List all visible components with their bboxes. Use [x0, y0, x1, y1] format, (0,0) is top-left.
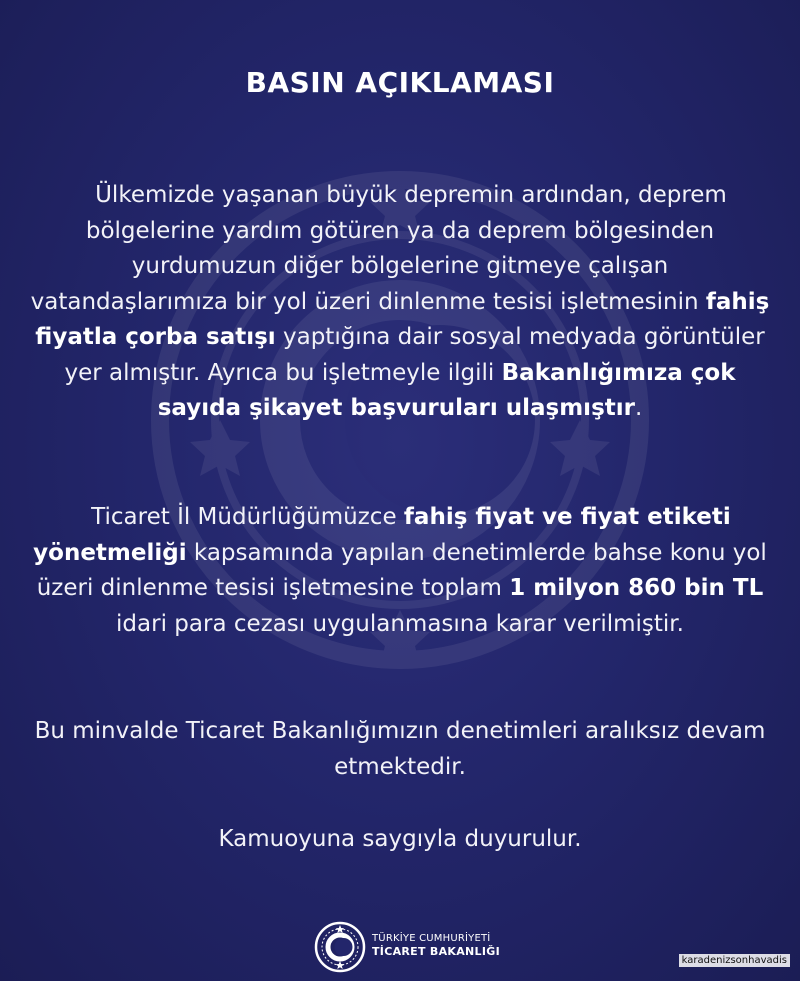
paragraph-2: [30, 500, 770, 642]
paragraph-2-text-e: idari para cezası uygulanmasına karar verilmiştir.: [116, 610, 684, 637]
paragraph-3: Bu minvalde Ticaret Bakanlığımızın denetimleri aralıksız devam etmektedir.: [34, 718, 766, 780]
paragraph-1-bold-d: Bakanlığımıza çok sayıda şikayet başvuruları ulaşmıştır: [157, 359, 736, 421]
page-title: BASIN AÇIKLAMASI: [245, 66, 555, 99]
paragraph-2-text-a: Ticaret İl Müdürlüğümüzce: [91, 504, 404, 530]
ministry-name: [372, 932, 500, 959]
source-watermark: karadenizsonhavadis: [679, 954, 790, 967]
paragraph-2-bold-d: 1 milyon 860 bin TL: [509, 575, 764, 601]
ministry-name-line1: TÜRKİYE CUMHURİYETİ: [372, 933, 491, 944]
paragraph-1-bold-b: fahiş fiyatla çorba satışı: [35, 288, 770, 350]
paragraph-1: [30, 178, 770, 427]
ministry-name-line2: TİCARET BAKANLIĞI: [372, 945, 500, 958]
paragraph-4: Kamuoyuna saygıyla duyurulur.: [218, 826, 582, 852]
paragraph-2-bold-b: fahiş fiyat ve fiyat etiketi yönetmeliği: [33, 504, 731, 566]
ministry-seal-icon: [314, 921, 366, 973]
paragraph-1-text-c: yaptığına dair sosyal medyada görüntüler yer almıştır. Ayrıca bu işletmeyle ilgili: [64, 324, 765, 386]
paragraph-2-text-c: kapsamında yapılan denetimlerde bahse konu yol üzeri dinlenme tesisi işletmesine toplam: [36, 539, 767, 601]
paragraph-1-text-a: Ülkemizde yaşanan büyük depremin ardından, deprem bölgelerine yardım götüren ya da deprem bölgesinden yurdumuzun diğer bölgelerine gitmeye çalışan vatandaşlarımıza bir yol üzeri dinlenme tesisi işletmesinin: [30, 182, 727, 315]
paragraph-1-text-e: .: [634, 395, 643, 421]
